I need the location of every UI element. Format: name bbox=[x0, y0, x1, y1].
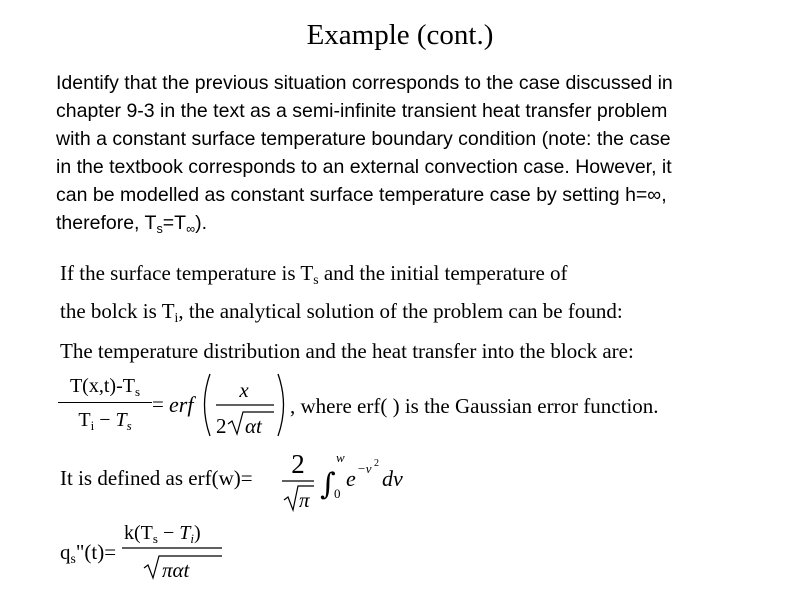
eq1-erf: erf bbox=[169, 392, 194, 417]
eq2-exponent-sup: 2 bbox=[374, 458, 379, 469]
para-line-2 bbox=[60, 298, 623, 324]
integral-icon: ∫ bbox=[320, 467, 336, 502]
eq3-num-sub: s bbox=[152, 531, 158, 546]
eq1-right-paren bbox=[278, 374, 284, 436]
eq2-dv: dv bbox=[382, 466, 403, 491]
para-line1-post: and the initial temperature of bbox=[318, 261, 568, 285]
eq1-lhs-den-minus: − bbox=[94, 409, 116, 431]
eq1-arg-radicand: αt bbox=[245, 414, 262, 438]
eq1-lhs-bar bbox=[58, 402, 152, 403]
eq3-lead-post: "(t)= bbox=[75, 540, 117, 564]
eq3-fraction bbox=[118, 512, 226, 586]
para-line2-sub: i bbox=[174, 310, 179, 325]
eq1-lhs-numerator bbox=[58, 374, 152, 398]
eq1-lhs-den-a: T bbox=[78, 409, 91, 431]
eq1-lhs-den-a-sub: i bbox=[90, 418, 95, 433]
intro-line: Identify that the previous situation corresponds to the case discussed in bbox=[56, 72, 673, 94]
eq3-num bbox=[124, 522, 201, 546]
eq2-expression bbox=[280, 448, 420, 514]
eq1-lhs-denominator bbox=[58, 408, 152, 432]
intro-last-sub2: ∞ bbox=[186, 222, 196, 236]
intro-line: in the textbook corresponds to an external convection case. However, it bbox=[56, 156, 672, 178]
intro-paragraph bbox=[56, 69, 776, 237]
eq1-erf-argument bbox=[196, 370, 292, 440]
eq2-base: e bbox=[346, 466, 356, 491]
para-line1-sub: s bbox=[313, 272, 319, 287]
eq1-tail: , where erf( ) is the Gaussian error function. bbox=[290, 394, 659, 418]
intro-last-pre: therefore, T bbox=[56, 212, 157, 234]
intro-line: with a constant surface temperature boundary condition (note: the case bbox=[56, 128, 671, 150]
intro-last-post: ). bbox=[195, 212, 208, 234]
eq3-lead-q: q bbox=[60, 540, 71, 564]
eq1-arg-coef: 2 bbox=[216, 414, 227, 438]
para-line2-post: , the analytical solution of the problem can be found: bbox=[178, 299, 623, 323]
para-line2-pre: the bolck is T bbox=[60, 299, 175, 323]
eq2-frac-den: π bbox=[299, 488, 310, 512]
eq3-num-close: ) bbox=[193, 522, 201, 544]
eq3-lead bbox=[60, 540, 116, 565]
eq2-exponent: −v bbox=[357, 461, 372, 476]
intro-last-line bbox=[56, 209, 776, 237]
eq1-arg-numerator: x bbox=[239, 378, 249, 402]
eq1-lhs-fraction bbox=[58, 374, 152, 432]
eq1-lhs-num-sub: s bbox=[134, 384, 141, 399]
para-line1-pre: If the surface temperature is T bbox=[60, 261, 314, 285]
eq2-lower-limit: 0 bbox=[334, 486, 341, 501]
eq3-num-t: T bbox=[179, 522, 191, 544]
eq3-num-pre: k(T bbox=[124, 522, 153, 544]
eq1-left-paren bbox=[205, 374, 211, 436]
intro-line: can be modelled as constant surface temperature case by setting h=∞, bbox=[56, 184, 667, 206]
eq2-frac-num: 2 bbox=[291, 449, 305, 479]
eq3-num-t-sub: i bbox=[190, 531, 194, 546]
para-line-3: The temperature distribution and the heat transfer into the block are: bbox=[60, 339, 634, 363]
eq2-upper-limit: w bbox=[336, 450, 345, 465]
eq1-lhs-den-b: T bbox=[115, 409, 127, 431]
eq3-den: παt bbox=[162, 558, 190, 582]
eq3-lead-sub: s bbox=[70, 551, 76, 566]
intro-last-mid: =T bbox=[162, 212, 187, 234]
intro-line: chapter 9-3 in the text as a semi-infinite transient heat transfer problem bbox=[56, 100, 668, 122]
eq1-equals: = bbox=[152, 392, 164, 416]
slide-title: Example (cont.) bbox=[306, 19, 494, 51]
eq3-num-minus: − bbox=[157, 522, 180, 544]
eq1-lhs-num-text: T(x,t)-T bbox=[69, 375, 135, 397]
intro-last-sub1: s bbox=[156, 222, 163, 236]
eq1-lhs-den-b-sub: s bbox=[126, 418, 132, 433]
eq2-lead: It is defined as erf(w)= bbox=[60, 466, 253, 490]
para-line-1 bbox=[60, 260, 568, 286]
